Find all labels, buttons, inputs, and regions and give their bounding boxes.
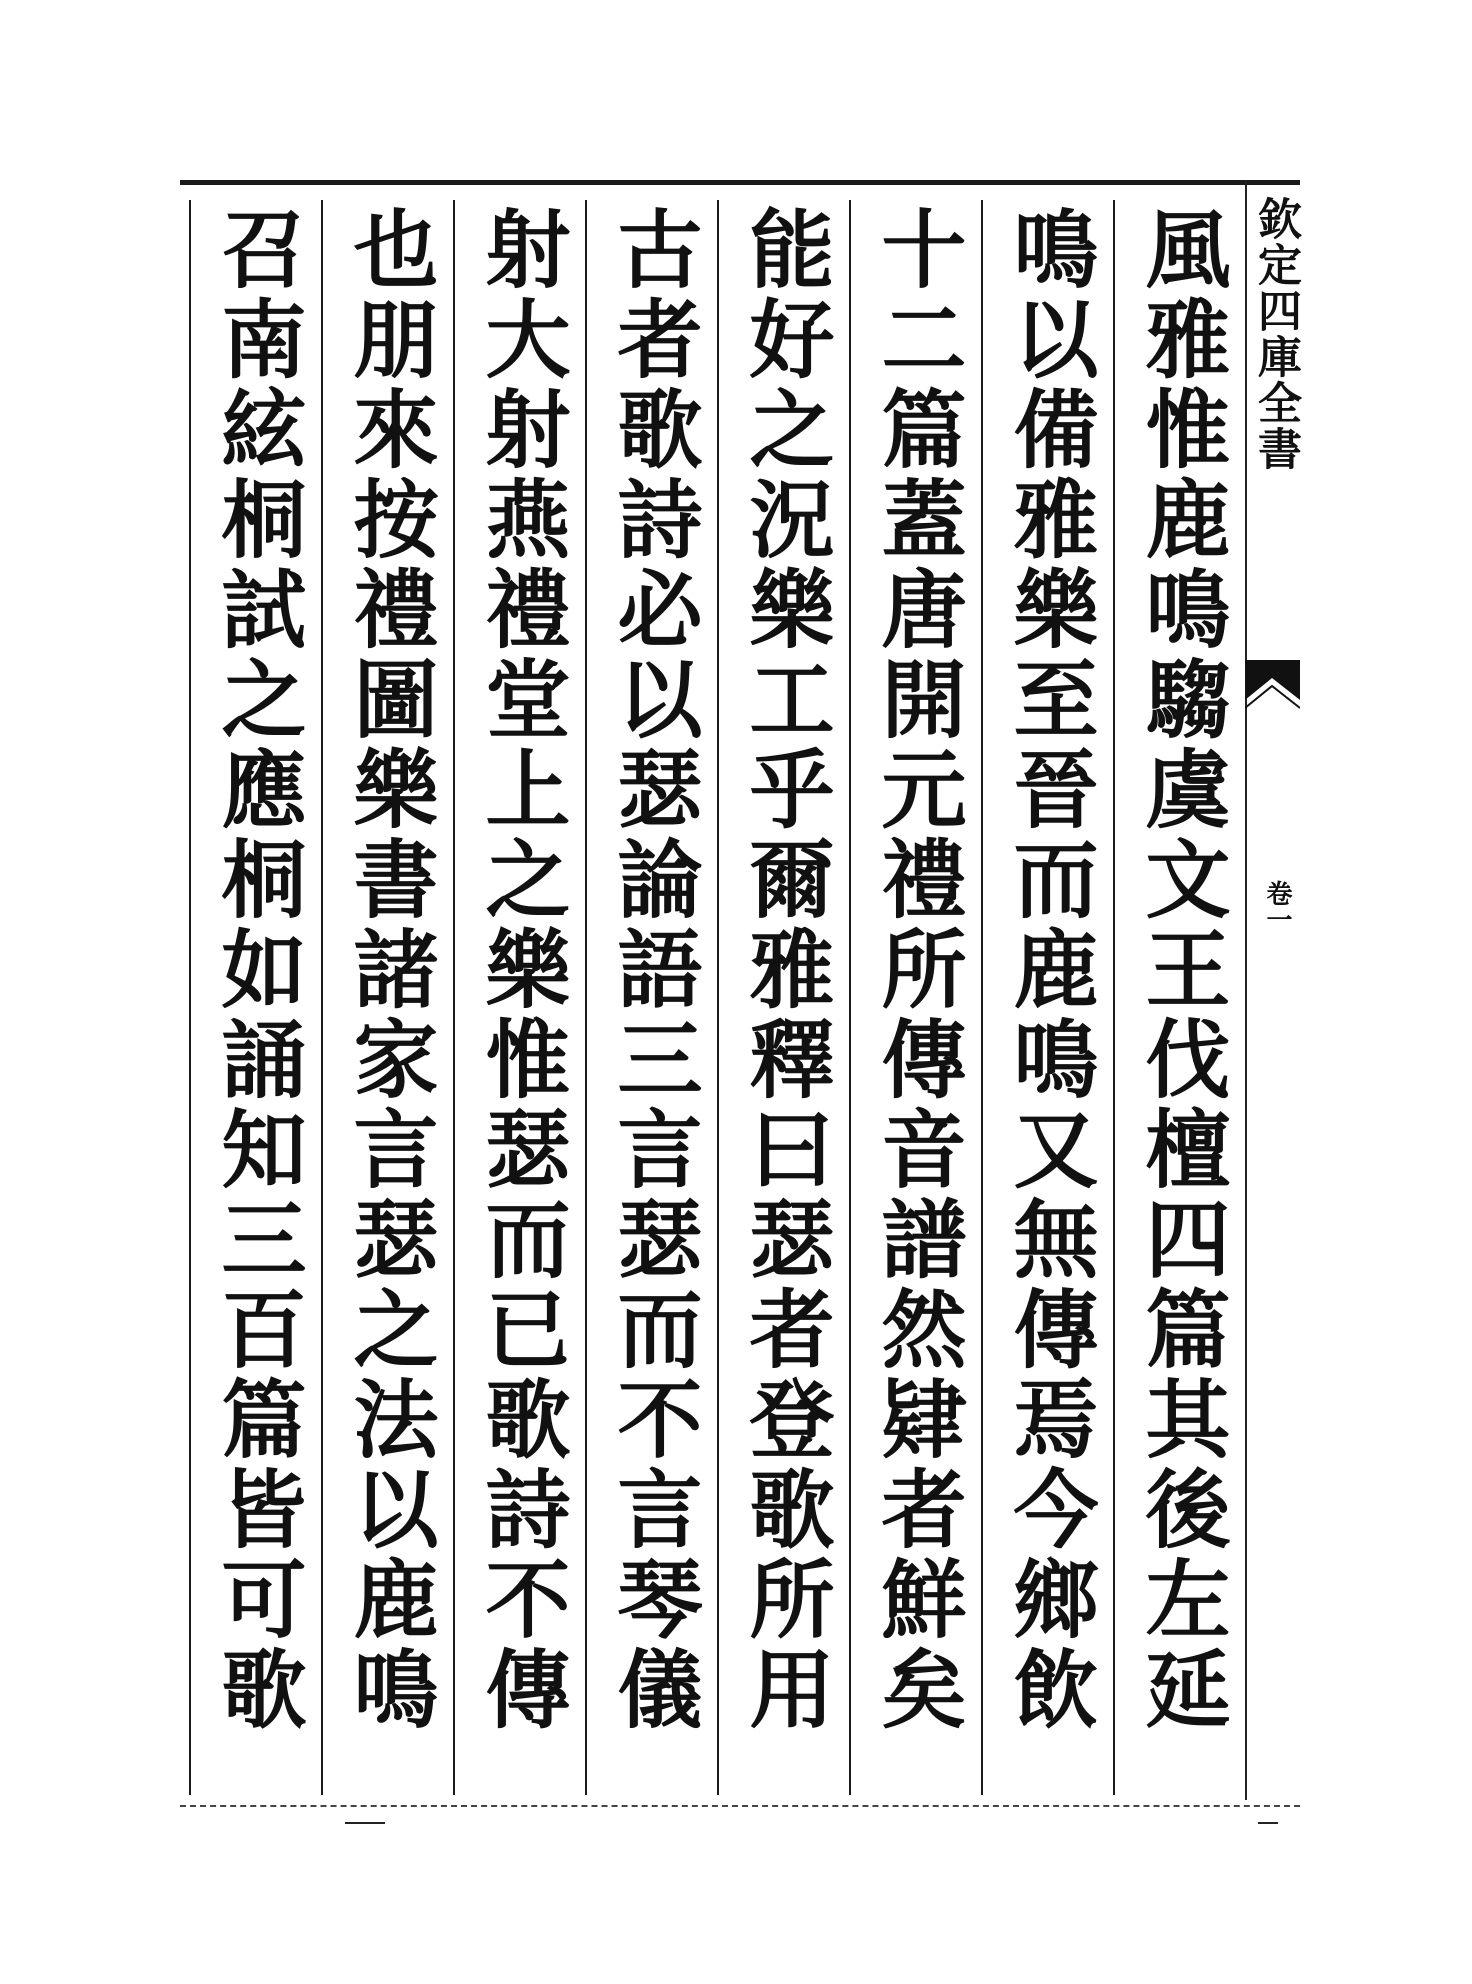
text-column-8: 召南絃桐試之應桐如誦知三百篇皆可歌 <box>207 205 307 1735</box>
text-column-6: 射大射燕禮堂上之樂惟瑟而已歌詩不傳 <box>471 205 571 1735</box>
text-column-4: 能好之況樂工乎爾雅釋曰瑟者登歌所用 <box>735 205 835 1735</box>
text-column-7: 也朋來按禮圖樂書諸家言瑟之法以鹿鳴 <box>339 205 439 1735</box>
juan-label: 卷一 <box>1262 880 1292 932</box>
print-mark <box>1258 1822 1278 1824</box>
fishtail-ornament <box>1245 660 1300 730</box>
book-title: 欽定四庫全書 <box>1250 196 1301 472</box>
text-column-1: 風雅惟鹿鳴騶虞文王伐檀四篇其後左延 <box>1131 205 1231 1735</box>
text-column-3: 十二篇蓋唐開元禮所傳音譜然肄者鮮矣 <box>867 205 967 1735</box>
print-mark <box>345 1822 385 1824</box>
text-column-5: 古者歌詩必以瑟論語三言瑟而不言琴儀 <box>603 205 703 1735</box>
text-column-2: 鳴以備雅樂至晉而鹿鳴又無傳焉今鄉飲 <box>999 205 1099 1735</box>
